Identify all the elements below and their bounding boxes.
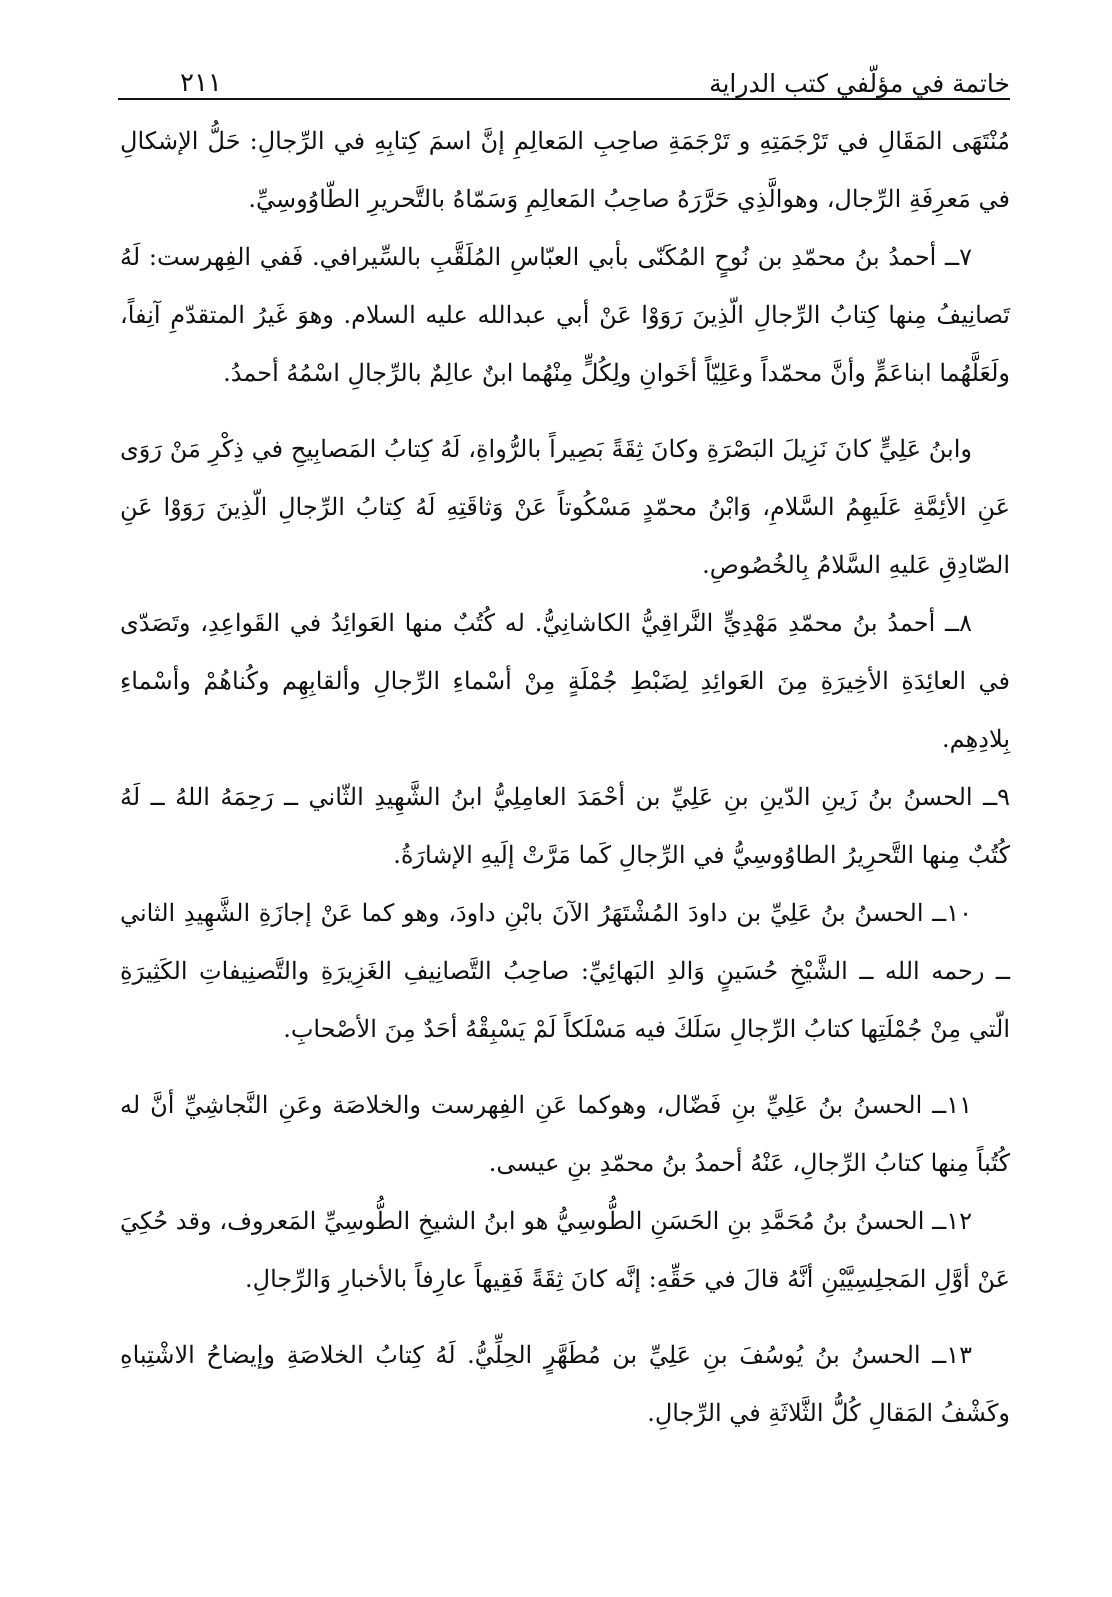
entry-7: ٧ــ أحمدُ بنُ محمّدِ بن نُوحٍ المُكَنّى بأبي العبّاسِ المُلَقَّبِ بالسِّيرافي. فَفي الفِهرست: لَهُ تَصانِيفُ مِنها كِتابُ الرِّجالِ الّذِينَ رَوَوْا عَنْ أبي عبدالله عليه السلام. وهوَ غَيرُ المتقدّمِ آنِفاً، ولَعَلَّهُما ابناعَمٍّ وأنَّ محمّداً وعَلِيّاً أخَوانِ ولِكُلٍّ مِنْهُما ابنٌ عالِمٌ بالرِّجالِ اسْمُهُ أحمدُ. — [120, 243, 1010, 387]
entry-10: ١٠ــ الحسنُ بنُ عَلِيِّ بن داودَ المُشْتَهَرُ الآنَ بابْنِ داودَ، وهو كما عَنْ إجازَةِ الشَّهِيدِ الثاني ــ رحمه الله ــ الشَّيْخِ حُسَينٍ وَالدِ البَهائِيِّ: صاحِبُ التَّصانِيفِ الغَزِيرَةِ والتَّصنِيفاتِ الكَثِيرَةِ الّتي مِنْ جُمْلَتِها كتابُ الرِّجالِ سَلَكَ فيه مَسْلَكاً لَمْ يَسْبِقْهُ أحَدٌ مِنَ الأصْحابِ. — [120, 899, 1010, 1043]
paragraph-continuation: مُنْتَهَى المَقَالِ في تَرْجَمَتِهِ و تَرْجَمَةِ صاحِبِ المَعالِمِ إنَّ اسمَ كِتابِهِ في الرِّجالِ: حَلُّ الإشكالِ في مَعرِفَةِ الرِّجال، وهوالَّذِي حَرَّرَهُ صاحِبُ المَعالِمِ وَسَمّاهُ بالتَّحريرِ الطّاوُوسِيِّ. — [120, 127, 1010, 213]
running-title: خاتمة في مؤلّفي كتب الدراية — [709, 69, 1010, 98]
entry-12: ١٢ــ الحسنُ بنُ مُحَمَّدِ بنِ الحَسَنِ الطُّوسِيُّ هو ابنُ الشيخِ الطُّوسِيِّ المَعروف، وقد حُكِيَ عَنْ أوَّلِ المَجلِسِيَّيْنِ أنَّهُ قالَ في حَقِّهِ: إنَّه كانَ ثِقَةً فَقِيهاً عارِفاً بالأخبارِ وَالرِّجالِ. — [120, 1207, 1010, 1293]
entry-13: ١٣ــ الحسنُ بنُ يُوسُفَ بنِ عَلِيِّ بن مُطَهَّرٍ الحِلِّيُّ. لَهُ كِتابُ الخلاصَةِ وإيضاحُ الاشْتِباهِ وكَشْفُ المَقالِ كُلُّ الثَّلاثَةِ في الرِّجالِ. — [120, 1341, 1010, 1427]
page-number: ٢١١ — [180, 68, 222, 98]
entry-9: ٩ــ الحسنُ بنُ زَينِ الدّينِ بنِ عَلِيِّ بن أحْمَدَ العامِلِيُّ ابنُ الشَّهِيدِ الثّاني ــ رَحِمَهُ اللهُ ــ لَهُ كُتُبٌ مِنها التَّحرِيرُ الطاوُوسِيُّ في الرِّجالِ كَما مَرَّتْ إلَيهِ الإشارَةُ. — [120, 783, 1010, 869]
body-text — [120, 112, 1010, 1442]
page-header — [118, 48, 1010, 96]
entry-8: ٨ــ أحمدُ بنُ محمّدِ مَهْدِيٍّ النَّراقِيُّ الكاشانِيُّ. له كُتُبٌ منها العَوائِدُ في القَواعِدِ، وتَصَدّى في العائِدَةِ الأخِيرَةِ مِنَ العَوائِدِ لِضَبْطِ جُمْلَةٍ مِنْ أسْماءِ الرِّجالِ وألقابِهِم وكُناهُمْ وأسْماءِ بِلادِهِم. — [120, 609, 1010, 753]
header-rule — [118, 98, 1010, 100]
entry-7-continued: وابنُ عَلِيٍّ كانَ نَزِيلَ البَصْرَةِ وكانَ ثِقَةً بَصِيراً بالرُّواةِ، لَهُ كِتابُ المَصابِيحِ في ذِكْرِ مَنْ رَوَى عَنِ الأئِمَّةِ عَلَيهِمُ السَّلامِ، وَابْنُ محمّدٍ مَسْكُوتاً عَنْ وَثاقَتِهِ لَهُ كِتابُ الرِّجالِ الّذِينَ رَوَوْا عَنِ الصّادِقِ عَليهِ السَّلامُ بِالخُصُوصِ. — [120, 435, 1010, 579]
entry-11: ١١ــ الحسنُ بنُ عَلِيِّ بنِ فَضّال، وهوكما عَنِ الفِهرست والخلاصَة وعَنِ النَّجاشِيِّ أنَّ له كُتُباً مِنها كتابُ الرِّجالِ، عَنْهُ أحمدُ بنُ محمّدِ بنِ عيسى. — [120, 1091, 1010, 1177]
